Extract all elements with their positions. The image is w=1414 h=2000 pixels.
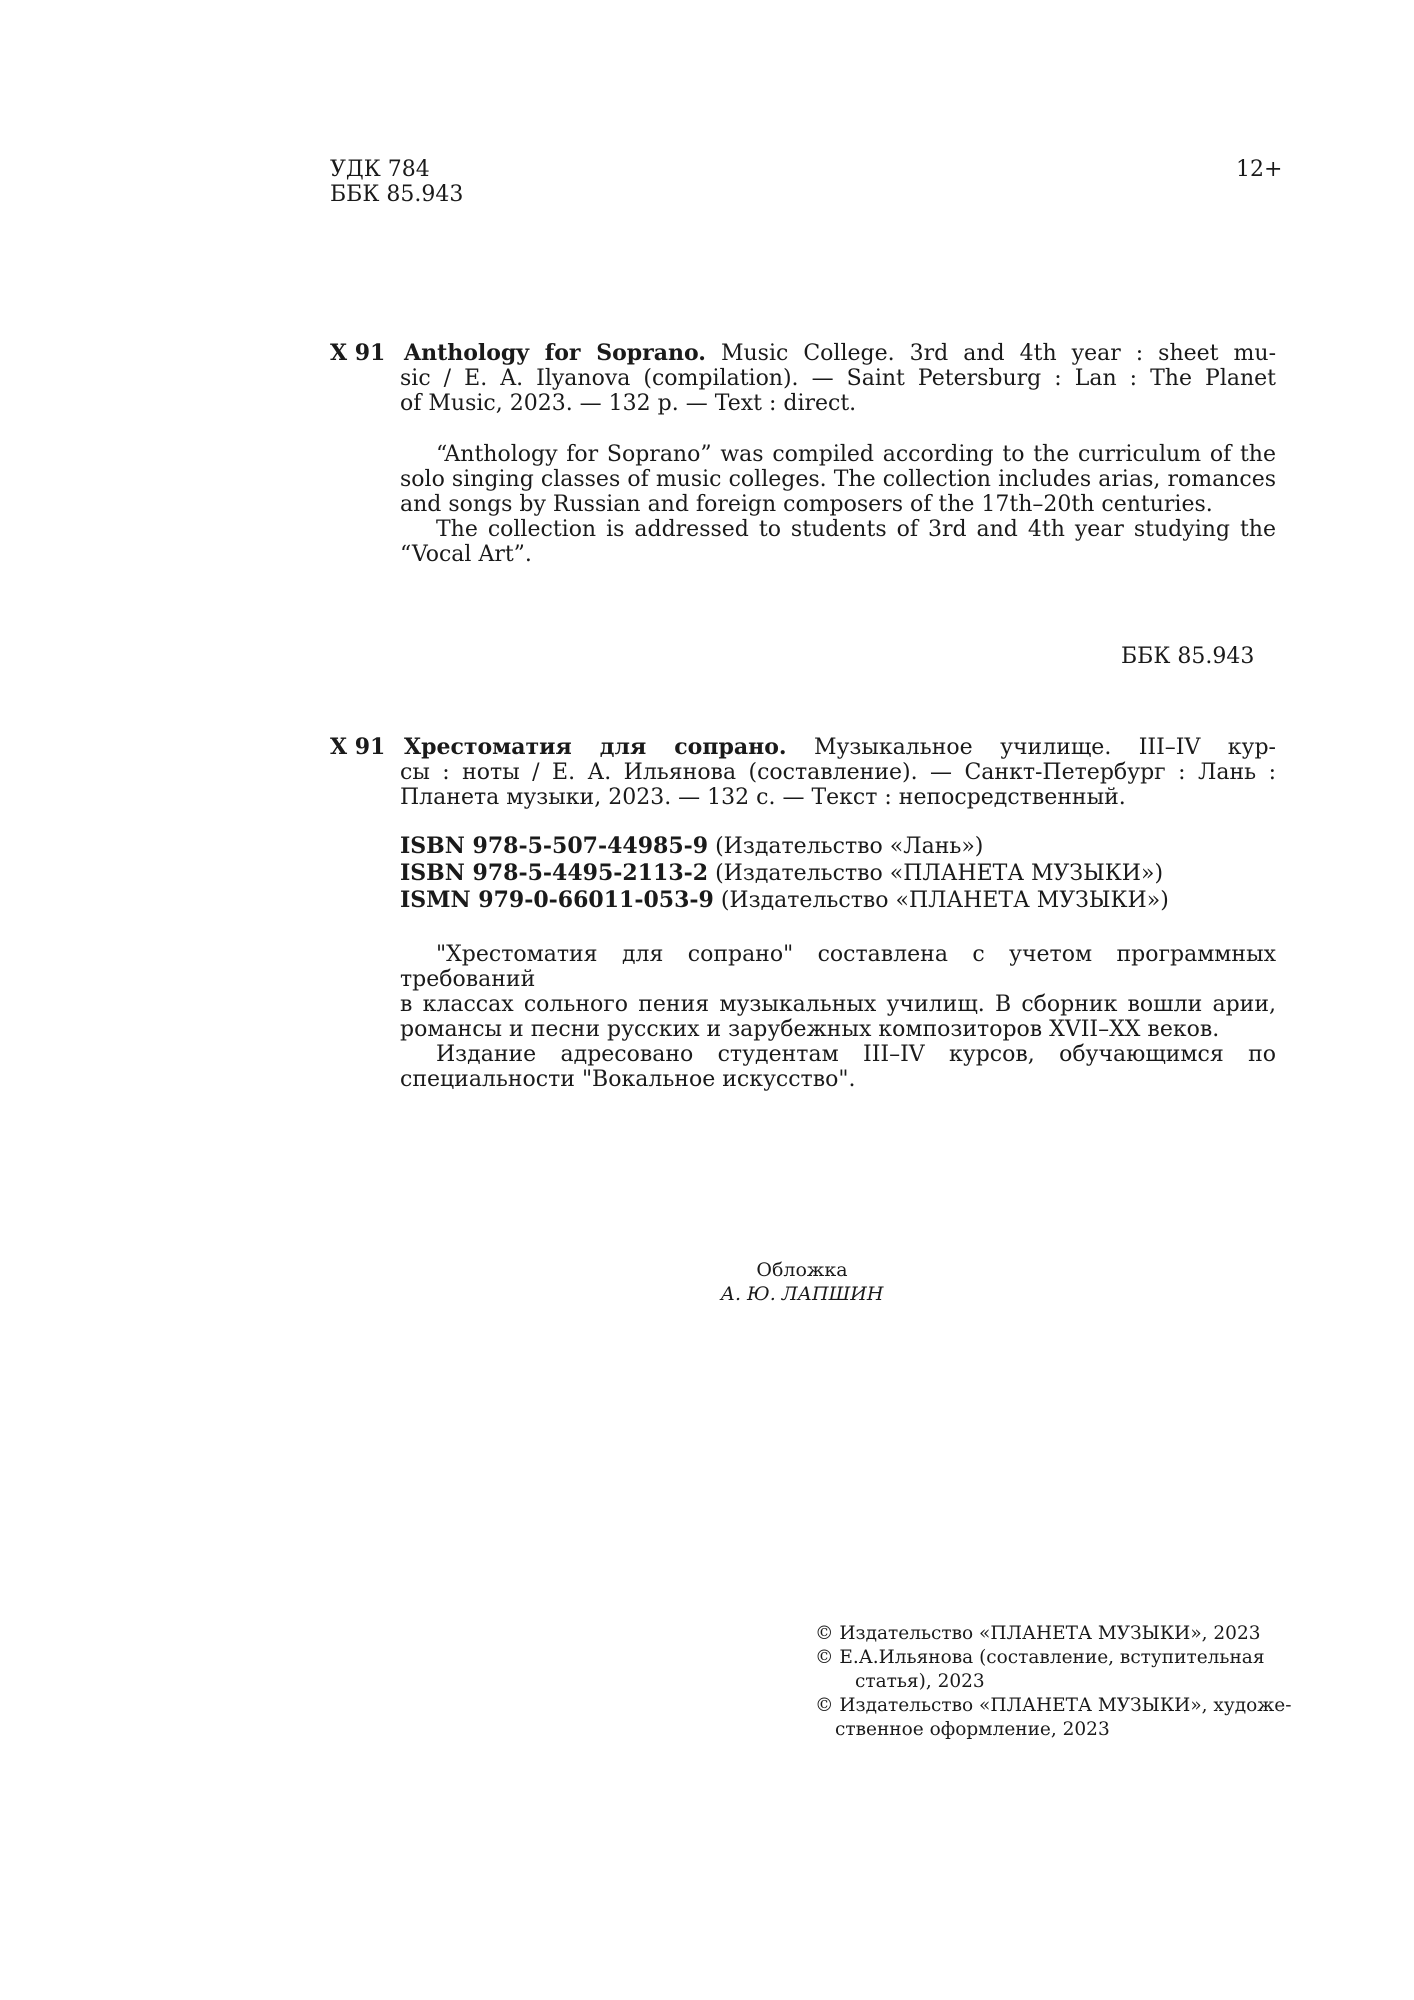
age-rating: 12+ <box>1236 157 1283 182</box>
ismn-planet <box>400 888 1169 913</box>
english-record-line2: sic / E. A. Ilyanova (compilation). — Saint Petersburg : Lan : The Planet <box>400 366 1276 391</box>
english-abstract <box>400 442 1276 567</box>
english-title: Anthology for Soprano. <box>404 340 706 366</box>
russian-record-line3: Планета музыки, 2023. — 132 с. — Текст : непосредственный. <box>400 785 1126 810</box>
copyright-line: © Е.А.Ильянова (составление, вступительная <box>815 1647 1265 1668</box>
english-entry-code: Х 91 <box>330 340 386 366</box>
bbk-code: ББК 85.943 <box>330 182 464 207</box>
english-record-line3: of Music, 2023. — 132 p. — Text : direct. <box>400 391 857 416</box>
copyright-line: ственное оформление, 2023 <box>835 1719 1110 1740</box>
cover-credit-name: А. Ю. ЛАПШИН <box>720 1283 884 1305</box>
ismn-planet-publisher: (Издательство «ПЛАНЕТА МУЗЫКИ») <box>720 888 1169 913</box>
english-audience-line: The collection is addressed to students of 3rd and 4th year studying the <box>436 517 1276 542</box>
isbn-planet-publisher: (Издательство «ПЛАНЕТА МУЗЫКИ») <box>715 861 1164 886</box>
isbn-planet <box>400 861 1163 886</box>
russian-record-cont <box>400 760 1276 810</box>
copyright-line: статья), 2023 <box>855 1671 985 1692</box>
russian-bibliographic-record <box>404 735 1276 760</box>
english-abstract-line: solo singing classes of music colleges. The collection includes arias, romances <box>400 467 1276 492</box>
english-abstract-line: and songs by Russian and foreign composers of the 17th–20th centuries. <box>400 492 1213 517</box>
russian-abstract-line: в классах сольного пения музыкальных училищ. В сборник вошли арии, <box>400 992 1276 1017</box>
isbn-planet-number: ISBN 978-5-4495-2113-2 <box>400 860 709 886</box>
russian-entry-code: Х 91 <box>330 734 386 760</box>
isbn-lan <box>400 834 983 859</box>
russian-audience-line: специальности "Вокальное искусство". <box>400 1067 856 1092</box>
bbk-right: ББК 85.943 <box>1121 644 1255 669</box>
english-audience-line: “Vocal Art”. <box>400 542 532 567</box>
russian-record-line1: Музыкальное училище. III–IV кур- <box>813 735 1276 760</box>
english-bibliographic-record <box>400 340 1277 391</box>
copyright-line: © Издательство «ПЛАНЕТА МУЗЫКИ», художе- <box>815 1695 1292 1716</box>
ismn-planet-number: ISMN 979-0-66011-053-9 <box>400 887 714 913</box>
russian-audience-line: Издание адресовано студентам III–IV курсов, обучающимся по <box>436 1042 1276 1067</box>
english-abstract-line: “Anthology for Soprano” was compiled according to the curriculum of the <box>436 442 1276 467</box>
russian-abstract-line: "Хрестоматия для сопрано" составлена с учетом программных требований <box>400 942 1276 992</box>
isbn-lan-publisher: (Издательство «Лань») <box>715 834 984 859</box>
russian-title: Хрестоматия для сопрано. <box>404 734 787 760</box>
english-record-line1: Music College. 3rd and 4th year : sheet mu- <box>720 341 1277 366</box>
russian-abstract-line: романсы и песни русских и зарубежных композиторов XVII–XX веков. <box>400 1017 1220 1042</box>
cover-credit-label: Обложка <box>756 1259 848 1281</box>
copyright-block <box>815 1622 1291 1742</box>
isbn-lan-number: ISBN 978-5-507-44985-9 <box>400 833 709 859</box>
russian-abstract <box>400 942 1276 1092</box>
copyright-line: © Издательство «ПЛАНЕТА МУЗЫКИ», 2023 <box>815 1623 1261 1644</box>
russian-record-line2: сы : ноты / Е. А. Ильянова (составление). — Санкт-Петербург : Лань : <box>400 760 1276 785</box>
udk-code: УДК 784 <box>330 157 430 182</box>
